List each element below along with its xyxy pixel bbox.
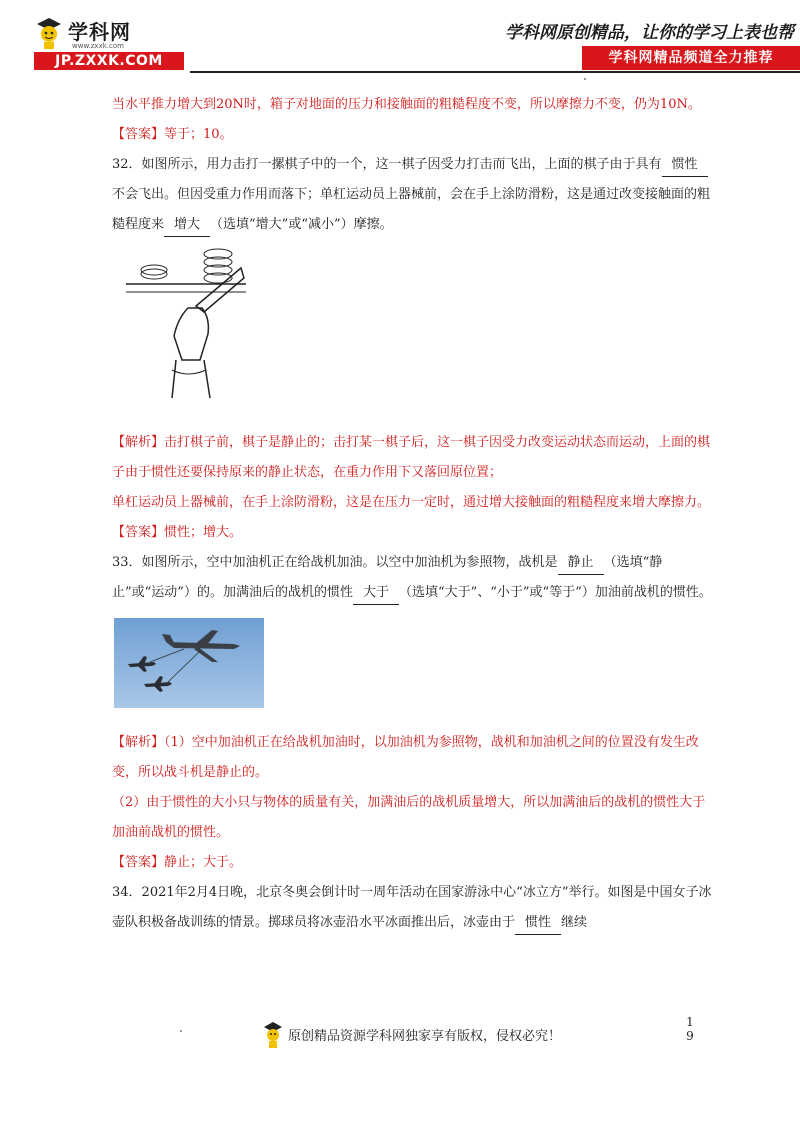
intro-answer: [112, 120, 712, 150]
q33-analysis: [112, 728, 712, 788]
analysis-tag: 【解析】: [112, 735, 165, 750]
header-slogan: 学科网原创精品，让你的学习上表也帮: [505, 23, 794, 43]
copyright-notice: 原创精品资源学科网独家享有版权，侵权必究！: [288, 1029, 562, 1044]
intro-text: 当水平推力增大到20N时，箱子对地面的压力和接触面的粗糙程度不变，所以摩擦力不变，仍为10N。: [112, 97, 701, 112]
q33-mid: （选填“静止”或“运动”）的。加满油后的战机的惯性: [112, 555, 663, 600]
page-number-digit-1: 1: [686, 1015, 694, 1029]
analysis-tag: 【解析】: [112, 435, 165, 450]
q33-answer: [112, 848, 712, 878]
q32-mid: 不会飞出。但因受重力作用而落下；单杠运动员上器械前，会在手上涂防滑粉，这是通过改变接触面的粗糙程度来: [112, 187, 711, 232]
answer-text: 惯性；增大。: [164, 525, 243, 540]
answer-text: 等于；10。: [164, 127, 233, 142]
logo-banner: JP.ZXXK.COM: [34, 52, 184, 70]
question-33: [112, 548, 712, 608]
q34-lead: 34．2021年2月4日晚，北京冬奥会倒计时一周年活动在国家游泳中心“冰立方”举行。如图是中国女子冰壶队积极备战训练的情景。掷球员将冰壶沿水平冰面推出后，冰壶由于: [112, 885, 712, 930]
answer-tag: 【答案】: [112, 525, 165, 540]
q33-blank-2: 大于: [353, 582, 399, 605]
q34-tail: 继续: [561, 915, 588, 930]
chess-pieces-figure: [126, 248, 246, 408]
q33-analysis-2: （2）由于惯性的大小只与物体的质量有关，加满油后的战机质量增大，所以加满油后的战机的惯性大于加油前战机的惯性。: [112, 795, 706, 840]
stray-dot: [584, 78, 586, 80]
q33-analysis-1: （1）空中加油机正在给战机加油时，以加油机为参照物，战机和加油机之间的位置没有发生改变，所以战斗机是静止的。: [112, 735, 699, 780]
page-header: [0, 0, 800, 80]
q32-lead: 32．如图所示，用力击打一摞棋子中的一个，这一棋子因受力打击而飞出，上面的棋子由于具有: [112, 157, 662, 172]
page-number-digit-2: 9: [686, 1029, 694, 1043]
question-34: [112, 878, 712, 938]
q33-lead: 33．如图所示，空中加油机正在给战机加油。以空中加油机为参照物，战机是: [112, 555, 558, 570]
q32-analysis-1: 击打棋子前，棋子是静止的；击打某一棋子后，这一棋子因受力改变运动状态而运动，上面的棋子由于惯性还要保持原来的静止状态，在重力作用下又落回原位置；: [112, 435, 711, 480]
refueling-aircraft-photo: [114, 618, 264, 708]
header-divider: [190, 71, 800, 73]
q32-analysis-2: 单杠运动员上器械前，在手上涂防滑粉，这是在压力一定时，通过增大接触面的粗糙程度来增大摩擦力。: [112, 495, 711, 510]
q32-blank-1: 惯性: [662, 154, 708, 177]
header-promo-banner: 学科网精品频道全力推荐: [582, 46, 800, 70]
q32-tail: （选填“增大”或“减小”）摩擦。: [210, 217, 393, 232]
answer-tag: 【答案】: [112, 855, 165, 870]
page-number: [684, 1015, 696, 1043]
site-logo[interactable]: [28, 14, 188, 70]
question-32: [112, 150, 712, 240]
mascot-icon: [262, 1019, 284, 1049]
q34-blank-1: 惯性: [515, 912, 561, 935]
q33-blank-1: 静止: [558, 552, 604, 575]
q32-blank-2: 增大: [164, 214, 210, 237]
answer-tag: 【答案】: [112, 127, 165, 142]
page-footer: [0, 1015, 800, 1055]
q32-analysis: [112, 428, 712, 488]
document-body: [112, 90, 712, 938]
mascot-icon: [34, 14, 64, 50]
q33-tail: （选填“大于”、“小于”或“等于”）加油前战机的惯性。: [398, 585, 712, 600]
logo-url: www.zxxk.com: [72, 42, 124, 50]
q32-answer: [112, 518, 712, 548]
answer-text: 静止；大于。: [164, 855, 243, 870]
stray-dot: [180, 1030, 182, 1032]
logo-text: 学科网: [68, 20, 131, 44]
